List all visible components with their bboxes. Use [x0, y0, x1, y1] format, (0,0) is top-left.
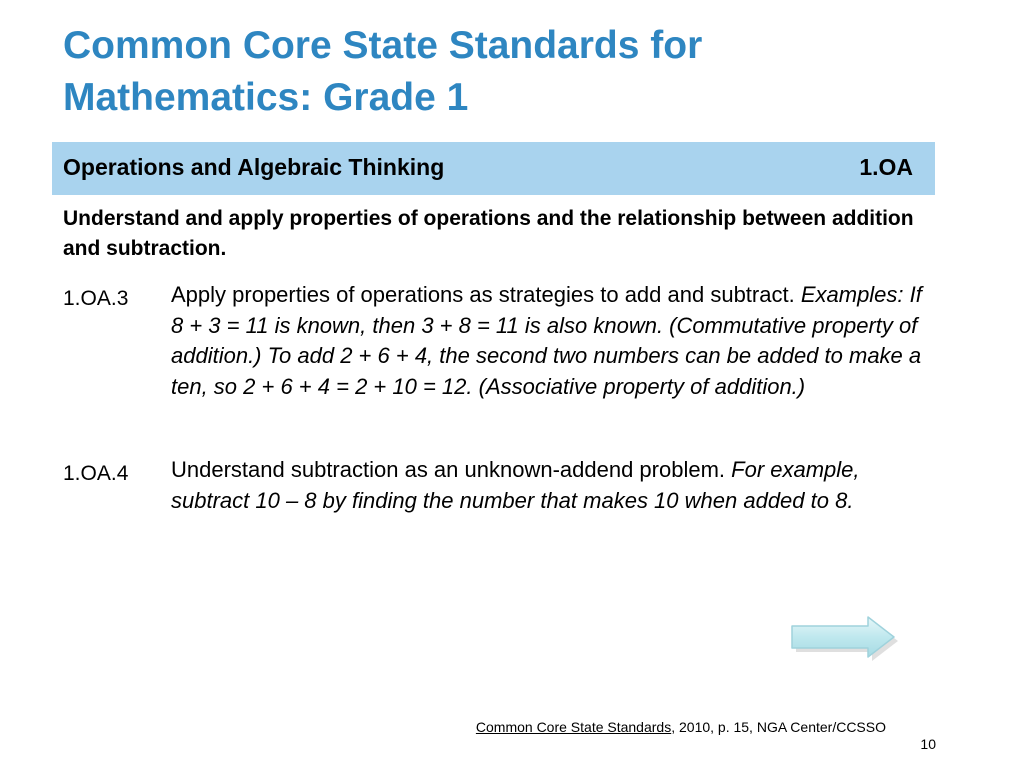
section-banner [52, 142, 935, 195]
standard-statement: Understand subtraction as an unknown-addend problem. [171, 457, 732, 482]
next-slide-button[interactable] [790, 615, 900, 661]
section-name: Operations and Algebraic Thinking [63, 154, 445, 180]
standard-example: For example, subtract 10 – 8 by finding the number that makes 10 when added to 8. [171, 457, 860, 513]
standard-description [171, 280, 923, 402]
standard-statement: Apply properties of operations as strategies to add and subtract. [171, 282, 801, 307]
standard-description [171, 455, 923, 516]
section-code: 1.OA [859, 154, 913, 180]
right-arrow-icon [790, 615, 900, 661]
page-number: 10 [920, 736, 936, 752]
standard-code: 1.OA.4 [63, 462, 129, 485]
page-title [63, 20, 963, 124]
page-title-line-1: Common Core State Standards for [63, 24, 703, 67]
cluster-heading: Understand and apply properties of operations and the relationship between addition and subtraction. [63, 207, 914, 260]
standard-code: 1.OA.3 [63, 287, 129, 310]
source-citation [476, 718, 886, 736]
standard-example: Examples: If 8 + 3 = 11 is known, then 3 + 8 = 11 is also known. (Commutative property of addition.) To add 2 + 6 + 4, the second two numbers can be added to make a ten, so 2 + 6 + 4 = 2 + 10 = 12. (Associative property of addition.) [171, 282, 922, 399]
page-title-line-2: Mathematics: Grade 1 [63, 76, 469, 119]
citation-link[interactable]: Common Core State Standards [475, 719, 672, 735]
citation-details: , 2010, p. 15, NGA Center/CCSSO [671, 719, 886, 735]
